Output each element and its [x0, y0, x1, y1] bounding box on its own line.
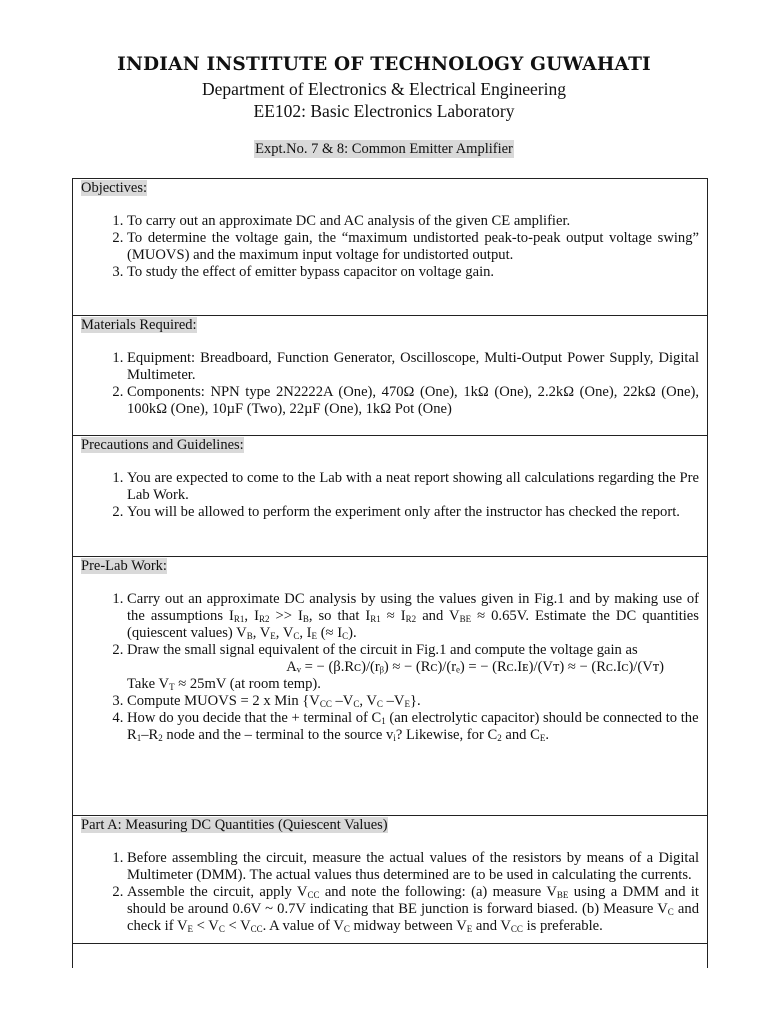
- list-item: 3. To study the effect of emitter bypass capacitor on voltage gain.: [127, 264, 699, 281]
- materials-section: [73, 316, 707, 436]
- prelab-list: [81, 591, 699, 744]
- course-name: EE102: Basic Electronics Laboratory: [253, 101, 515, 121]
- objectives-title: Objectives:: [81, 180, 148, 196]
- precautions-list: [81, 470, 699, 521]
- parta-list: [81, 850, 699, 935]
- parta-title: Part A: Measuring DC Quantities (Quiescent Values): [81, 817, 388, 833]
- materials-list: [81, 350, 699, 418]
- department-name: Department of Electronics & Electrical Engineering: [202, 79, 566, 99]
- document-header: [0, 52, 768, 158]
- list-item: 2. You will be allowed to perform the experiment only after the instructor has checked the report.: [127, 504, 699, 521]
- list-item: 2. Draw the small signal equivalent of the circuit in Fig.1 and compute the voltage gain as Aᵥ = − (β.Rᴄ)/(rᵦ) ≈ − (Rᴄ)/(rₑ) = − (Rᴄ.Iᴇ)/(Vᴛ) ≈ − (Rᴄ.Iᴄ)/(Vᴛ) Take $V_T \approx 25mV$ (at room temp).: [127, 642, 699, 693]
- voltage-gain-equation: Aᵥ = − (β.Rᴄ)/(rᵦ) ≈ − (Rᴄ)/(rₑ) = − (Rᴄ.Iᴇ)/(Vᴛ) ≈ − (Rᴄ.Iᴄ)/(Vᴛ): [286, 659, 664, 675]
- list-item: 1. You are expected to come to the Lab with a neat report showing all calculations regarding the Pre Lab Work.: [127, 470, 699, 504]
- list-item: 1. To carry out an approximate DC and AC analysis of the given CE amplifier.: [127, 213, 699, 230]
- list-item: 2. Assemble the circuit, apply $V_{CC}$ and note the following: (a) measure $V_{BE}$ using a DMM and it should be around 0.6V ~ 0.7V indicating that BE junction is forward biased. (b) Measure $V_C$ and check if $V_E < V_C < V_{CC}$. A value of $V_C$ midway between $V_E$ and $V_{CC}$ is preferable.: [127, 884, 699, 935]
- materials-title: Materials Required:: [81, 317, 197, 333]
- precautions-section: [73, 436, 707, 557]
- list-item: 2. Components: NPN type 2N2222A (One), 470Ω (One), 1kΩ (One), 2.2kΩ (One), 22kΩ (One), 100kΩ (One), 10µF (Two), 22µF (One), 1kΩ Pot (One): [127, 384, 699, 418]
- list-item: 3. Compute MUOVS = 2 x Min {$V_{CC}$ $-V_C$, $V_C$ $-V_E$}.: [127, 693, 699, 710]
- list-item: 1. Equipment: Breadboard, Function Generator, Oscilloscope, Multi-Output Power Supply, Digital Multimeter.: [127, 350, 699, 384]
- precautions-title: Precautions and Guidelines:: [81, 437, 244, 453]
- parta-section: [73, 816, 707, 944]
- list-item: 4. How do you decide that the + terminal of $C_1$ (an electrolytic capacitor) should be connected to the $R_1-R_2$ node and the – terminal to the source $v_i$? Likewise, for $C_2$ and $C_E$.: [127, 710, 699, 744]
- prelab-section: [73, 557, 707, 816]
- list-item: 1. Before assembling the circuit, measure the actual values of the resistors by means of a Digital Multimeter (DMM). The actual values thus determined are to be used in calculating the currents.: [127, 850, 699, 884]
- prelab-title: Pre-Lab Work:: [81, 558, 167, 574]
- content-table: [72, 178, 708, 968]
- list-item: 1. Carry out an approximate DC analysis by using the values given in Fig.1 and by making use of the assumptions $I_{R1}$, $I_{R2} >> I_B$, so that $I_{R1} \approx I_{R2}$ and $V_{BE} \approx 0.65V$. Estimate the DC quantities (quiescent values) $V_B$, $V_E$, $V_C$, $I_E$ (≈ $I_C$).: [127, 591, 699, 642]
- experiment-title: Expt.No. 7 & 8: Common Emitter Amplifier: [255, 141, 513, 157]
- list-item: 2. To determine the voltage gain, the “maximum undistorted peak-to-peak output voltage swing” (MUOVS) and the maximum input voltage for undistorted output.: [127, 230, 699, 264]
- objectives-section: [73, 179, 707, 316]
- objectives-list: [81, 213, 699, 281]
- institute-title: INDIAN INSTITUTE OF TECHNOLOGY GUWAHATI: [117, 54, 651, 75]
